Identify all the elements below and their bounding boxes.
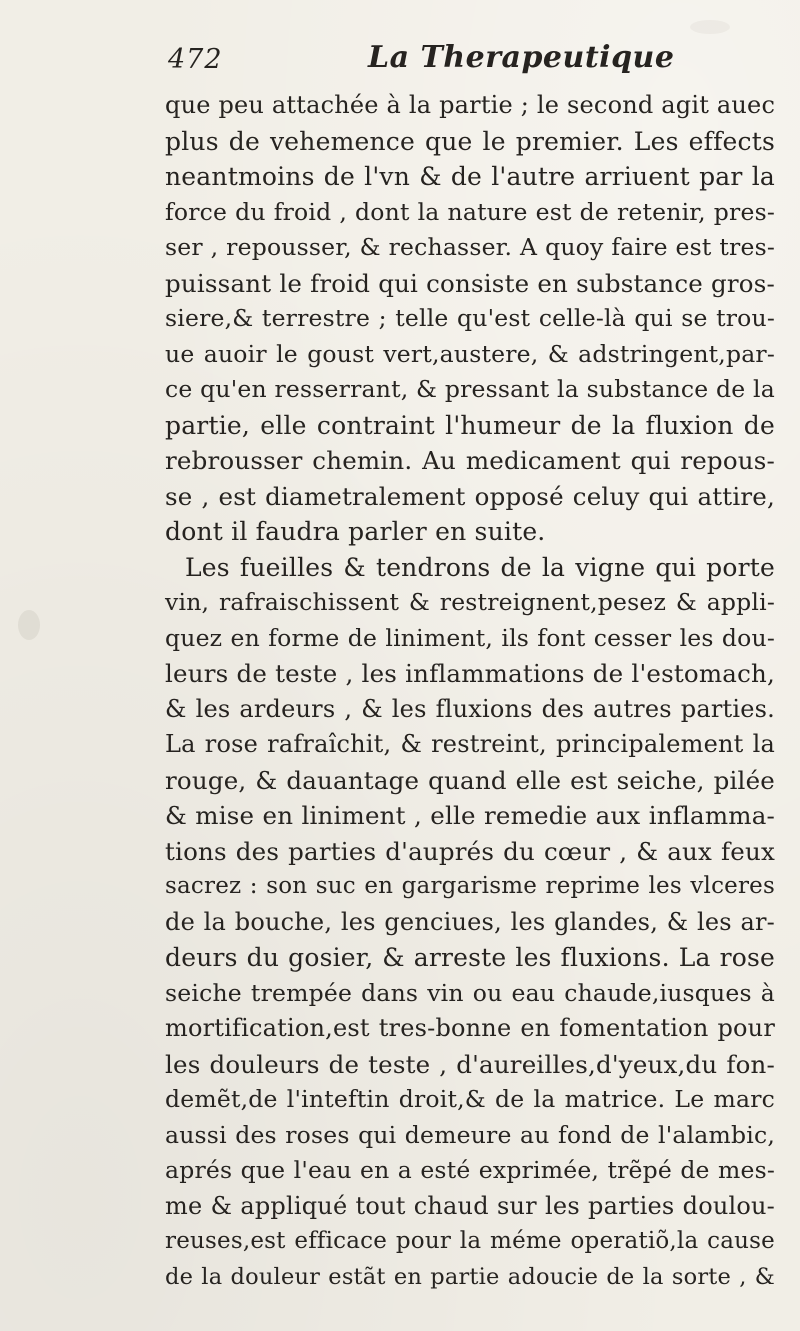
text-line: vin, rafraischissent & restreignent,pesez & appli- <box>165 588 775 616</box>
text-line: rebrousser chemin. Au medicament qui repous- <box>165 446 775 475</box>
text-line: de la douleur estãt en partie adoucie de la sorte , & <box>165 1263 775 1290</box>
text-line: demẽt,de l'inteftin droit,& de la matrice. Le marc <box>165 1085 775 1113</box>
text-line: se , est diametralement opposé celuy qui attire, <box>165 481 775 511</box>
text-line: neantmoins de l'vn & de l'autre arriuent par la <box>165 162 775 191</box>
text-line: partie, elle contraint l'humeur de la fluxion de <box>165 410 775 440</box>
text-line: puissant le froid qui consiste en substance gros- <box>165 268 775 298</box>
text-line: ue auoir le goust vert,austere, & adstringent,par- <box>165 339 775 368</box>
text-line: seiche trempée dans vin ou eau chaude,iusques à <box>165 978 775 1007</box>
text-line: de la bouche, les genciues, les glandes, & les ar- <box>165 907 775 936</box>
page-header <box>168 40 768 84</box>
text-line: sacrez : son suc en gargarisme reprime les vlceres <box>165 873 775 899</box>
text-line: aprés que l'eau en a esté exprimée, trẽpé de mes- <box>165 1156 775 1184</box>
page-number: 472 <box>168 44 223 75</box>
running-title: La Therapeutique <box>368 40 675 75</box>
text-line: leurs de teste , les inflammations de l'estomach, <box>165 659 775 688</box>
text-line: aussi des roses qui demeure au fond de l'alambic, <box>165 1120 775 1149</box>
text-line: tions des parties d'auprés du cœur , & aux feux <box>165 836 775 866</box>
paper-stain <box>18 610 40 640</box>
text-line: mortification,est tres-bonne en fomentation pour <box>165 1014 775 1042</box>
text-line: & mise en liniment , elle remedie aux inflamma- <box>165 801 775 830</box>
text-line: les douleurs de teste , d'aureilles,d'yeux,du fon- <box>165 1049 775 1079</box>
text-line: dont il faudra parler en suite. <box>165 517 546 546</box>
text-line: reuses,est efficace pour la méme operatiõ,la cause <box>165 1228 775 1254</box>
text-line: siere,& terrestre ; telle qu'est celle-là qui se trou- <box>165 304 775 332</box>
text-line: & les ardeurs , & les fluxions des autres parties. <box>165 694 775 723</box>
text-line: ce qu'en resserrant, & pressant la substance de la <box>165 375 775 403</box>
body-text <box>165 88 775 1295</box>
text-line: ser , repousser, & rechasser. A quoy faire est tres- <box>165 233 775 261</box>
text-line: me & appliqué tout chaud sur les parties doulou- <box>165 1191 775 1220</box>
paper-stain <box>690 20 730 34</box>
paragraph-first-line: Les fueilles & tendrons de la vigne qui porte <box>185 552 775 582</box>
text-line: que peu attachée à la partie ; le second agit auec <box>165 91 776 119</box>
text-line: plus de vehemence que le premier. Les effects <box>165 126 775 156</box>
text-line: force du froid , dont la nature est de retenir, pres- <box>165 197 775 226</box>
text-line: rouge, & dauantage quand elle est seiche, pilée <box>165 765 775 795</box>
text-line: quez en forme de liniment, ils font cesser les dou- <box>165 623 775 652</box>
text-line: deurs du gosier, & arreste les fluxions. La rose <box>165 943 775 972</box>
text-line: La rose rafraîchit, & restreint, principalement la <box>165 730 775 758</box>
